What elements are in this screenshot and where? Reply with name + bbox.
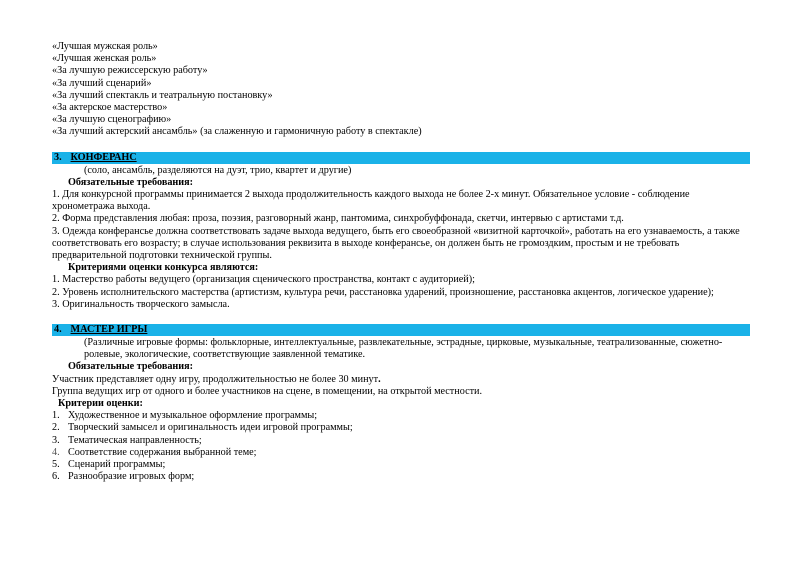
criteria-text: Тематическая направленность; <box>68 434 202 446</box>
section-number: 4. <box>54 324 62 336</box>
nomination-item: «За лучшую режиссерскую работу» <box>52 65 208 77</box>
criteria-text: Разнообразие игровых форм; <box>68 471 195 483</box>
criteria-item <box>52 422 750 434</box>
criteria-number: 2. <box>52 422 60 434</box>
nomination-item: «За актерское мастерство» <box>52 102 168 114</box>
criteria-item: 2. Уровень исполнительского мастерства (артистизм, культура речи, расстановка ударений, произношение, расстановка акцентов, логическое ударение); <box>52 286 714 298</box>
criteria-number: 6. <box>52 471 60 483</box>
criteria-item <box>52 435 750 447</box>
criteria-item: 1. Мастерство работы ведущего (организация сценического пространства, контакт с аудиторией); <box>52 274 475 286</box>
requirement-period: . <box>378 373 381 385</box>
requirements-heading: Обязательные требования: <box>68 176 194 188</box>
criteria-number: 4. <box>52 446 60 458</box>
criteria-number: 1. <box>52 410 60 422</box>
section-konferans <box>52 152 750 311</box>
nomination-item: «За лучший спектакль и театральную постановку» <box>52 89 273 101</box>
criteria-item: 3. Оригинальность творческого замысла. <box>52 298 230 310</box>
criteria-text: Художественное и музыкальное оформление программы; <box>68 410 318 422</box>
nomination-item: «За лучший сценарий» <box>52 77 152 89</box>
requirement-item <box>52 374 750 386</box>
section-title: КОНФЕРАНС <box>70 151 137 163</box>
requirement-item: 3. Одежда конферансье должна соответствовать задаче выхода ведущего, быть его своеобразной «визитной карточкой», работать на его узнаваемость, а также соответствовать его возрасту; в случае использования реквизита в выходе конферансье, он должен быть не громоздким, простым и не требовать предварительной подготовки технической группы. <box>52 225 740 262</box>
nomination-item: «За лучший актерский ансамбль» (за слаженную и гармоничную работу в спектакле) <box>52 126 422 138</box>
criteria-item <box>52 410 750 422</box>
nominations-list <box>52 41 750 139</box>
requirements-heading: Обязательные требования: <box>68 361 194 373</box>
nomination-item: «Лучшая женская роль» <box>52 53 157 65</box>
document-page <box>52 41 750 484</box>
criteria-item <box>52 447 750 459</box>
requirement-item: 1. Для конкурсной программы принимается 2 выхода продолжительность каждого выхода не более 2-х минут. Обязательное условие - соблюдение хронометража выхода. <box>52 189 690 213</box>
section-subtitle: (Различные игровые формы: фольклорные, интеллектуальные, развлекательные, эстрадные, цирковые, музыкальные, театрализованные, сюжетно-ролевые, экологические, соответствующие заявленной тематике. <box>84 337 723 361</box>
criteria-number: 3. <box>52 434 60 446</box>
nomination-item: «Лучшая мужская роль» <box>52 41 158 52</box>
criteria-heading: Критериями оценки конкурса являются: <box>68 262 259 274</box>
section-header-band <box>52 324 750 336</box>
requirement-text: Участник представляет одну игру, продолжительностью не более 30 минут <box>52 373 379 385</box>
nomination-item: «За лучшую сценографию» <box>52 114 172 126</box>
criteria-heading: Критерии оценки: <box>58 398 143 410</box>
section-header-band <box>52 152 750 164</box>
criteria-number: 5. <box>52 459 60 471</box>
criteria-text: Сценарий программы; <box>68 459 166 471</box>
requirement-item: Группа ведущих игр от одного и более участников на сцене, в помещении, на открытой местности. <box>52 385 483 397</box>
criteria-item <box>52 471 750 483</box>
section-number: 3. <box>54 151 62 163</box>
requirement-item: 2. Форма представления любая: проза, поэзия, разговорный жанр, пантомима, синхробуффонада, скетчи, интервью с артистами т.д. <box>52 213 624 225</box>
criteria-text: Творческий замысел и оригинальность идеи игровой программы; <box>68 422 353 434</box>
section-title: МАСТЕР ИГРЫ <box>70 324 148 336</box>
criteria-text: Соответствие содержания выбранной теме; <box>68 446 257 458</box>
criteria-item <box>52 459 750 471</box>
section-subtitle: (соло, ансамбль, разделяются на дуэт, трио, квартет и другие) <box>84 164 352 176</box>
section-master-igry <box>52 324 750 483</box>
